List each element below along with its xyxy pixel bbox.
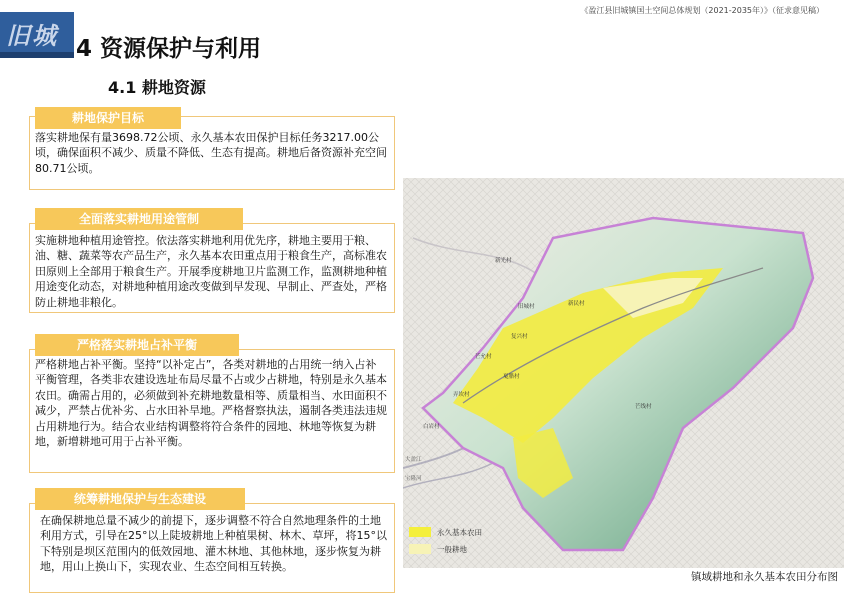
- section-body-farmland-target: 落实耕地保有量3698.72公顷、永久基本农田保护目标任务3217.00公顷，确保面积不减少、质量不降低、生态有提高。耕地后备资源补充空间80.71公顷。: [35, 131, 387, 175]
- document-title: 《盈江县旧城镇国土空间总体规划（2021-2035年）》（征求意见稿）: [580, 6, 824, 15]
- chapter-title: 4 资源保护与利用: [76, 36, 262, 62]
- section-title: 4.1 耕地资源: [108, 78, 206, 97]
- place-label: 弄坎村: [453, 392, 470, 398]
- section-heading-land-use-control: 全面落实耕地用途管制: [35, 208, 243, 230]
- section-heading-occupation-balance: 严格落实耕地占补平衡: [35, 334, 239, 356]
- river-label: 大盈江: [405, 457, 422, 463]
- legend-swatch-permanent: [409, 527, 431, 537]
- logo-badge: [0, 12, 74, 58]
- place-label: 芒线村: [635, 404, 652, 410]
- logo-text: 旧城: [6, 22, 58, 50]
- legend-swatch-general: [409, 544, 431, 554]
- place-label: 新民村: [568, 301, 585, 307]
- map-svg: [403, 178, 844, 568]
- farmland-distribution-map: [403, 178, 844, 568]
- map-caption: 镇域耕地和永久基本农田分布图: [691, 571, 838, 583]
- legend-label-general: 一般耕地: [437, 545, 467, 554]
- river-label: 宝隆河: [405, 476, 422, 482]
- place-label: 新光村: [495, 258, 512, 264]
- place-label: 戛腊村: [503, 374, 520, 380]
- section-body-land-use-control: 实施耕地种植用途管控。依法落实耕地利用优先序，耕地主要用于粮、油、糖、蔬菜等农产品生产，永久基本农田重点用于粮食生产，高标准农田原则上全部用于粮食生产。开展季度耕地卫片监测工作，监测耕地种植用途变化动态，对耕地种植用途改变做到早发现、早制止、严查处，严格防止耕地非粮化。: [35, 234, 387, 309]
- section-heading-farmland-target: 耕地保护目标: [35, 107, 181, 129]
- place-label: 复兴村: [511, 334, 528, 340]
- legend-label-permanent: 永久基本农田: [437, 528, 482, 537]
- section-body-occupation-balance: 严格耕地占补平衡。坚持“以补定占”，各类对耕地的占用统一纳入占补平衡管理，各类非农建设选址布局尽量不占或少占耕地，特别是永久基本农田。确需占用的，必须做到补充耕地数量相等、质量相当、水田面积不减少，严禁占优补劣、占水田补旱地。严格督察执法，遏制各类违法违规占用耕地行为。结合农业结构调整将符合条件的园地、林地等恢复为耕地，新增耕地可用于占补平衡。: [35, 358, 387, 449]
- section-heading-eco-construction: 统筹耕地保护与生态建设: [35, 488, 245, 510]
- place-label: 白岩村: [423, 424, 440, 430]
- place-label: 芒允村: [475, 354, 492, 360]
- section-body-eco-construction: 在确保耕地总量不减少的前提下，逐步调整不符合自然地理条件的土地利用方式，引导在25°以上陡坡耕地上种植果树、林木、草坪，将15°以下特别是坝区范围内的低效园地、灌木林地、其他林地，逐步恢复为耕地，用山上换山下，实现农业、生态空间相互转换。: [40, 514, 387, 574]
- place-label: 旧城村: [518, 304, 535, 310]
